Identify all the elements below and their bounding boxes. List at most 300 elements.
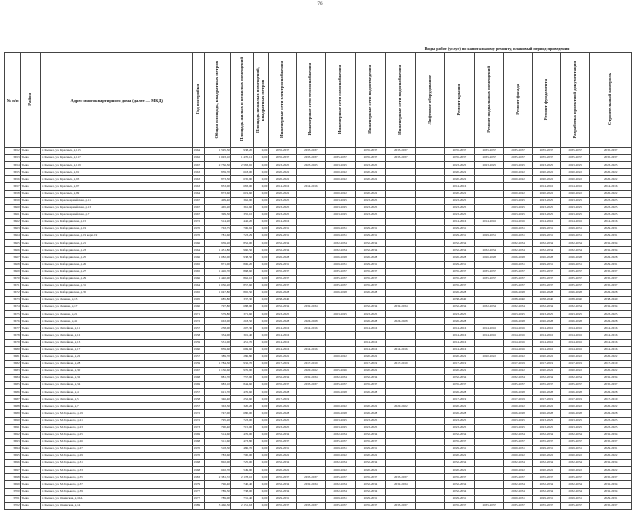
cell-roof: 2014-2016 [444, 346, 474, 353]
cell-address: г. Кызыл, ул. Кабардинская, д.26 [41, 261, 193, 268]
cell-control: 2014-2016 [590, 218, 632, 225]
cell-facade: 2020-2022 [504, 403, 532, 410]
cell-foundation: 2023-2025 [532, 424, 560, 431]
cell-basement [475, 460, 504, 467]
cell-year-built: 1977 [193, 488, 205, 495]
cell-electric: 2014-2016 [268, 339, 296, 346]
cell-year-built: 1970 [193, 233, 205, 240]
cell-premises-area: 362,90 [231, 197, 253, 204]
cell-address: г. Кызыл, ул. М.Горького, д.21 [41, 417, 193, 424]
cell-number: 3676 [5, 318, 21, 325]
cell-basement [475, 417, 504, 424]
cell-water: 2035-2037 [355, 268, 385, 275]
cell-nonresidential-area: 0,00 [253, 367, 268, 374]
cell-basement [475, 410, 504, 417]
cell-number: 3675 [5, 311, 21, 318]
cell-elevator [416, 502, 444, 509]
cell-district: Тыва [21, 211, 41, 218]
cell-electric: 2029-2031 [268, 445, 296, 452]
cell-total-area: 781,60 [205, 233, 231, 240]
cell-number: 3696 [5, 460, 21, 467]
cell-basement: 2035-2037 [475, 148, 504, 155]
cell-water: 2020-2022 [355, 190, 385, 197]
cell-nonresidential-area: 0,00 [253, 261, 268, 268]
cell-gas: 2026-2028 [325, 254, 355, 261]
cell-foundation: 2035-2037 [532, 155, 560, 162]
cell-roof: 2026-2028 [444, 389, 474, 396]
cell-total-area: 685,80 [205, 296, 231, 303]
cell-electric: 2023-2025 [268, 417, 296, 424]
cell-roof: 2026-2028 [444, 254, 474, 261]
cell-electric: 2032-2034 [268, 481, 296, 488]
table-body [5, 148, 632, 510]
cell-total-area: 853,00 [205, 183, 231, 190]
cell-gas: 2029-2031 [325, 261, 355, 268]
cell-roof: 2023-2025 [444, 311, 474, 318]
cell-year-built: 1964 [193, 148, 205, 155]
cell-foundation: 2020-2022 [532, 367, 560, 374]
cell-elevator [416, 233, 444, 240]
cell-total-area: 621,70 [205, 389, 231, 396]
cell-water [355, 218, 385, 225]
cell-nonresidential-area: 0,00 [253, 240, 268, 247]
cell-total-area: 859,60 [205, 346, 231, 353]
table-row [5, 190, 632, 197]
cell-district: Тыва [21, 403, 41, 410]
cell-gas: 2035-2037 [325, 382, 355, 389]
cell-roof: 2020-2022 [444, 367, 474, 374]
cell-sewer: 2020-2022 [386, 403, 416, 410]
cell-basement [475, 296, 504, 303]
cell-electric: 2014-2016 [268, 325, 296, 332]
cell-address: г. Кызыл, ул. Окинская, д.10А [41, 495, 193, 502]
cell-foundation: 2032-2034 [532, 460, 560, 467]
cell-foundation: 2020-2022 [532, 190, 560, 197]
cell-premises-area: 706,92 [231, 226, 253, 233]
cell-control: 2032-2034 [590, 460, 632, 467]
cell-number: 3697 [5, 467, 21, 474]
cell-district: Тыва [21, 247, 41, 254]
cell-gas: 2025-2026 [325, 367, 355, 374]
cell-control: 2032-2034 [590, 481, 632, 488]
cell-roof: 2035-2037 [444, 268, 474, 275]
cell-gas: 2032-2034 [325, 431, 355, 438]
cell-total-area: 2 381,72 [205, 474, 231, 481]
cell-basement [475, 226, 504, 233]
cell-premises-area: 476,60 [231, 389, 253, 396]
cell-number: 3677 [5, 325, 21, 332]
cell-premises-area: 207,30 [231, 325, 253, 332]
table-row [5, 481, 632, 488]
cell-total-area: 1 082,00 [205, 254, 231, 261]
cell-roof: 2023-2025 [444, 211, 474, 218]
cell-district: Тыва [21, 474, 41, 481]
cell-heating [297, 218, 325, 225]
cell-number: 3655 [5, 169, 21, 176]
cell-facade: 2026-2028 [504, 410, 532, 417]
cell-year-built: 1968 [193, 375, 205, 382]
cell-design: 2017-2019 [561, 396, 590, 403]
cell-number: 3658 [5, 190, 21, 197]
cell-foundation: 2035-2037 [532, 438, 560, 445]
cell-water: 2032-2034 [355, 460, 385, 467]
cell-district: Тыва [21, 226, 41, 233]
cell-district: Тыва [21, 431, 41, 438]
cell-year-built: 1970 [193, 453, 205, 460]
table-row [5, 204, 632, 211]
cell-premises-area: 361,60 [231, 204, 253, 211]
cell-sewer: 2026-2028 [386, 318, 416, 325]
cell-total-area: 795,20 [205, 417, 231, 424]
cell-electric: 2023-2025 [268, 211, 296, 218]
cell-number: 3654 [5, 162, 21, 169]
cell-district: Тыва [21, 481, 41, 488]
table-row [5, 488, 632, 495]
cell-total-area: 1 136,60 [205, 367, 231, 374]
cell-gas [325, 332, 355, 339]
cell-basement: 2032-2034 [475, 304, 504, 311]
cell-heating [297, 396, 325, 403]
cell-heating [297, 247, 325, 254]
cell-gas: 2020-2022 [325, 190, 355, 197]
cell-roof: 2032-2034 [444, 488, 474, 495]
cell-heating: 2032-2034 [297, 304, 325, 311]
cell-roof: 2032-2034 [444, 247, 474, 254]
cell-premises-area: 320,20 [231, 403, 253, 410]
cell-heating [297, 339, 325, 346]
header-water: Инженерные сети водоотведения [355, 53, 385, 148]
header-address: Адрес многоквартирного дома (далее — МКД) [41, 53, 193, 148]
cell-foundation: 2035-2037 [532, 382, 560, 389]
cell-sewer: 2014-2016 [386, 346, 416, 353]
cell-roof: 2032-2034 [444, 375, 474, 382]
cell-number: 3678 [5, 332, 21, 339]
cell-heating [297, 197, 325, 204]
cell-elevator [416, 438, 444, 445]
cell-address: г. Кызыл, ул. Красноармейская, д.7 [41, 211, 193, 218]
cell-gas: 2029-2031 [325, 226, 355, 233]
cell-nonresidential-area: 0,00 [253, 226, 268, 233]
header-roof: Ремонт крыши [444, 53, 474, 148]
cell-roof: 2020-2022 [444, 453, 474, 460]
cell-number: 3701 [5, 495, 21, 502]
cell-nonresidential-area: 0,00 [253, 445, 268, 452]
cell-foundation: 2035-2037 [532, 474, 560, 481]
cell-basement: 2035-2037 [475, 268, 504, 275]
cell-address: г. Кызыл, ул. Красных, д.99 [41, 190, 193, 197]
cell-premises-area: 932,70 [231, 360, 253, 367]
table-row [5, 403, 632, 410]
cell-address: г. Кызыл, ул. Кабардинская, д.21 [41, 240, 193, 247]
cell-total-area: 871,00 [205, 261, 231, 268]
cell-number: 3665 [5, 240, 21, 247]
cell-nonresidential-area: 0,00 [253, 247, 268, 254]
cell-control: 2014-2016 [590, 183, 632, 190]
cell-sewer [386, 204, 416, 211]
cell-premises-area: 2 151,63 [231, 502, 253, 509]
cell-heating [297, 424, 325, 431]
table-row [5, 431, 632, 438]
cell-control: 2020-2022 [590, 453, 632, 460]
table-row [5, 304, 632, 311]
cell-nonresidential-area: 0,00 [253, 360, 268, 367]
cell-electric: 2014-2016 [268, 346, 296, 353]
cell-heating [297, 417, 325, 424]
cell-total-area: 873,60 [205, 190, 231, 197]
cell-elevator [416, 360, 444, 367]
cell-nonresidential-area: 0,00 [253, 375, 268, 382]
cell-address: г. Кызыл, ул. Ленина, д.21 [41, 311, 193, 318]
cell-gas: 2032-2034 [325, 481, 355, 488]
cell-district: Тыва [21, 268, 41, 275]
cell-elevator [416, 275, 444, 282]
cell-year-built: 1964 [193, 247, 205, 254]
cell-foundation: 2023-2025 [532, 197, 560, 204]
cell-roof: 2035-2037 [444, 382, 474, 389]
cell-total-area: 939,20 [205, 240, 231, 247]
cell-year-built: 1967 [193, 197, 205, 204]
cell-facade: 2029-2031 [504, 261, 532, 268]
cell-sewer: 2032-2034 [386, 304, 416, 311]
cell-year-built: 1965 [193, 268, 205, 275]
cell-gas [325, 346, 355, 353]
cell-premises-area: 725,00 [231, 460, 253, 467]
cell-design: 2032-2034 [561, 431, 590, 438]
table-row [5, 382, 632, 389]
cell-water: 2020-2022 [355, 176, 385, 183]
cell-electric: 2035-2037 [268, 502, 296, 509]
cell-total-area: 602,70 [205, 467, 231, 474]
cell-address: г. Кызыл, ул. Ленина, д.41 [41, 318, 193, 325]
cell-gas: 2035-2037 [325, 438, 355, 445]
cell-nonresidential-area: 0,00 [253, 382, 268, 389]
cell-roof: 2014-2016 [444, 339, 474, 346]
cell-gas: 2029-2031 [325, 445, 355, 452]
table-row [5, 226, 632, 233]
cell-number: 3691 [5, 424, 21, 431]
cell-roof: 2017-2019 [444, 396, 474, 403]
cell-total-area: 881,70 [205, 375, 231, 382]
cell-foundation: 2035-2037 [532, 268, 560, 275]
cell-water: 2029-2031 [355, 226, 385, 233]
cell-control: 2032-2034 [590, 488, 632, 495]
cell-water: 2032-2034 [355, 488, 385, 495]
cell-foundation: 2014-2016 [532, 346, 560, 353]
table-row [5, 169, 632, 176]
cell-design: 2020-2022 [561, 190, 590, 197]
cell-foundation: 2014-2016 [532, 332, 560, 339]
cell-district: Тыва [21, 438, 41, 445]
cell-nonresidential-area: 0,00 [253, 474, 268, 481]
cell-control: 2032-2034 [590, 375, 632, 382]
cell-facade: 2014-2016 [504, 339, 532, 346]
cell-year-built: 1962 [193, 155, 205, 162]
header-facade: Ремонт фасада [504, 53, 532, 148]
cell-sewer: 2035-2037 [386, 155, 416, 162]
cell-district: Тыва [21, 382, 41, 389]
cell-sewer [386, 332, 416, 339]
table-row [5, 495, 632, 502]
cell-number: 3693 [5, 438, 21, 445]
cell-foundation: 2020-2022 [532, 467, 560, 474]
table-row [5, 247, 632, 254]
cell-premises-area: 549,90 [231, 467, 253, 474]
cell-water: 2035-2037 [355, 382, 385, 389]
cell-year-built: 1968 [193, 460, 205, 467]
cell-water: 2023-2025 [355, 417, 385, 424]
cell-electric: 2035-2037 [268, 268, 296, 275]
cell-control: 2026-2028 [590, 254, 632, 261]
cell-electric: 2035-2037 [268, 382, 296, 389]
cell-total-area: 789,00 [205, 495, 231, 502]
table-row [5, 438, 632, 445]
cell-address: г. Кызыл, ул. Литейная, д.4 [41, 389, 193, 396]
cell-sewer [386, 254, 416, 261]
cell-facade: 2032-2034 [504, 481, 532, 488]
cell-address: г. Кызыл, ул. Литейная, д.13 [41, 339, 193, 346]
cell-control: 2038-2040 [590, 296, 632, 303]
cell-control: 2026-2028 [590, 318, 632, 325]
cell-total-area: 363,30 [205, 403, 231, 410]
cell-year-built: 1965 [193, 261, 205, 268]
cell-number: 3664 [5, 233, 21, 240]
cell-heating [297, 488, 325, 495]
cell-facade: 2038-2040 [504, 296, 532, 303]
cell-premises-area: 1 470,12 [231, 155, 253, 162]
cell-roof: 2020-2022 [444, 467, 474, 474]
header-nonresidential-area: Площадь нежилых помещений, квадратных метров [253, 53, 268, 148]
cell-roof: 2026-2028 [444, 289, 474, 296]
cell-gas [325, 183, 355, 190]
cell-address: г. Кызыл, ул. М.Горького, д.31 [41, 460, 193, 467]
cell-sewer [386, 226, 416, 233]
cell-basement [475, 261, 504, 268]
cell-basement [475, 289, 504, 296]
cell-roof: 2014-2016 [444, 183, 474, 190]
cell-district: Тыва [21, 353, 41, 360]
cell-elevator [416, 318, 444, 325]
cell-nonresidential-area: 0,00 [253, 403, 268, 410]
cell-heating [297, 289, 325, 296]
cell-gas: 2032-2034 [325, 488, 355, 495]
cell-year-built: 1968 [193, 438, 205, 445]
cell-heating: 2035-2037 [297, 148, 325, 155]
cell-district: Тыва [21, 346, 41, 353]
cell-foundation: 2038-2040 [532, 296, 560, 303]
cell-water: 2020-2022 [355, 353, 385, 360]
cell-gas: 2035-2037 [325, 282, 355, 289]
cell-elevator [416, 190, 444, 197]
cell-year-built: 1995 [193, 296, 205, 303]
cell-district: Тыва [21, 360, 41, 367]
cell-premises-area: 618,00 [231, 169, 253, 176]
cell-water: 2026-2028 [355, 254, 385, 261]
cell-district: Тыва [21, 296, 41, 303]
cell-address: г. Кызыл, ул. М.Горького, д.19 [41, 410, 193, 417]
cell-gas [325, 318, 355, 325]
cell-elevator [416, 268, 444, 275]
cell-design: 2020-2022 [561, 467, 590, 474]
cell-district: Тыва [21, 204, 41, 211]
cell-roof: 2014-2016 [444, 325, 474, 332]
cell-basement [475, 282, 504, 289]
cell-heating [297, 353, 325, 360]
table-row [5, 375, 632, 382]
cell-design: 2023-2025 [561, 311, 590, 318]
table-row [5, 148, 632, 155]
cell-gas: 2020-2022 [325, 353, 355, 360]
cell-water: 2032-2034 [355, 431, 385, 438]
cell-gas: 2023-2025 [325, 197, 355, 204]
cell-year-built: 1979 [193, 481, 205, 488]
cell-heating [297, 240, 325, 247]
cell-electric: 2020-2022 [268, 403, 296, 410]
header-sewer: Инженерные сети водоснабжения [386, 53, 416, 148]
cell-nonresidential-area: 0,00 [253, 254, 268, 261]
cell-electric: 2014-2016 [268, 218, 296, 225]
cell-year-built: 1957 [193, 353, 205, 360]
cell-gas: 2029-2031 [325, 495, 355, 502]
cell-roof: 2026-2028 [444, 410, 474, 417]
cell-foundation: 2017-2019 [532, 360, 560, 367]
table-row [5, 445, 632, 452]
cell-premises-area: 806,20 [231, 261, 253, 268]
cell-electric: 2029-2031 [268, 233, 296, 240]
cell-water: 2029-2031 [355, 233, 385, 240]
cell-nonresidential-area: 0,00 [253, 275, 268, 282]
table-row [5, 211, 632, 218]
cell-elevator [416, 162, 444, 169]
cell-roof: 2029-2031 [444, 226, 474, 233]
cell-water: 2020-2022 [355, 453, 385, 460]
cell-control: 2017-2019 [590, 360, 632, 367]
cell-elevator [416, 367, 444, 374]
header-basement: Ремонт подвальных помещений [475, 53, 504, 148]
cell-premises-area: 844,60 [231, 382, 253, 389]
cell-district: Тыва [21, 148, 41, 155]
cell-design: 2035-2037 [561, 155, 590, 162]
cell-address: г. Кызыл, ул. М.Горького, д.27 [41, 445, 193, 452]
cell-control: 2026-2028 [590, 389, 632, 396]
capital-repair-table [4, 52, 632, 510]
cell-foundation: 2020-2022 [532, 169, 560, 176]
cell-foundation: 2020-2022 [532, 453, 560, 460]
cell-number: 3671 [5, 282, 21, 289]
cell-basement: 2014-2016 [475, 218, 504, 225]
cell-control: 2014-2016 [590, 332, 632, 339]
cell-district: Тыва [21, 389, 41, 396]
cell-roof: 2023-2025 [444, 162, 474, 169]
cell-design: 2023-2025 [561, 417, 590, 424]
cell-design: 2020-2022 [561, 453, 590, 460]
cell-number: 3662 [5, 218, 21, 225]
cell-number: 3690 [5, 417, 21, 424]
cell-control: 2023-2025 [590, 424, 632, 431]
cell-gas [325, 296, 355, 303]
cell-electric: 2020-2022 [268, 467, 296, 474]
cell-sewer [386, 296, 416, 303]
cell-control: 2020-2022 [590, 467, 632, 474]
cell-premises-area: 635,90 [231, 176, 253, 183]
cell-basement [475, 474, 504, 481]
cell-gas: 2023-2025 [325, 424, 355, 431]
cell-heating [297, 226, 325, 233]
cell-water: 2023-2025 [355, 311, 385, 318]
cell-district: Тыва [21, 460, 41, 467]
cell-sewer [386, 211, 416, 218]
cell-facade: 2035-2037 [504, 275, 532, 282]
cell-sewer [386, 176, 416, 183]
